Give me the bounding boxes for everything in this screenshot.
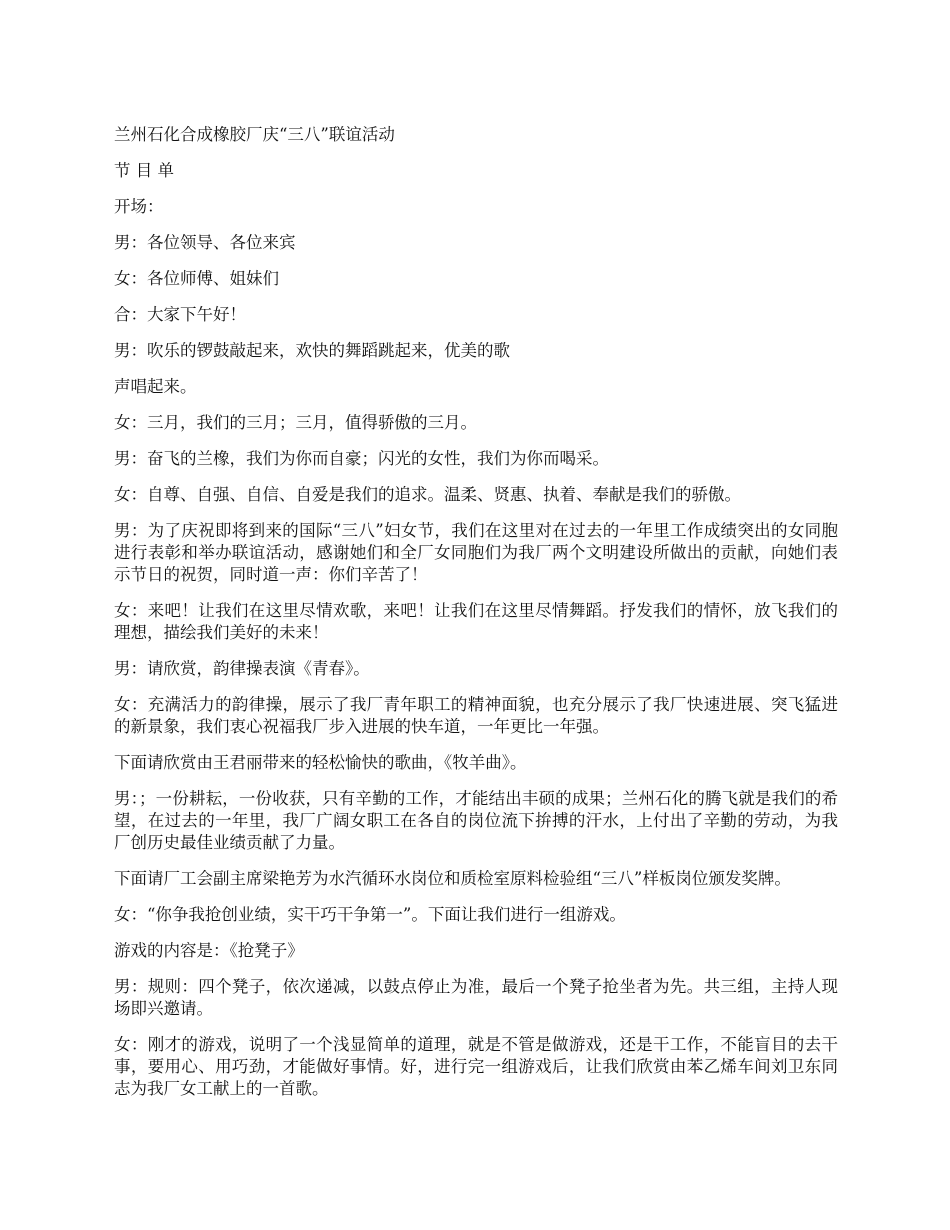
paragraph: 男：请欣赏，韵律操表演《青春》。 <box>114 659 370 678</box>
paragraph: 合：大家下午好！ <box>114 305 246 324</box>
paragraph: 女：三月，我们的三月；三月，值得骄傲的三月。 <box>114 413 477 432</box>
paragraph: 女：充满活力的韵律操，展示了我厂青年职工的精神面貌，也充分展示了我厂快速进展、突飞猛进的新景象，我们衷心祝福我厂步入进展的快车道，一年更比一年强。 <box>114 695 838 736</box>
paragraph: 男：；一份耕耘，一份收获，只有辛勤的工作，才能结出丰硕的成果；兰州石化的腾飞就是我们的希望，在过去的一年里，我厂广阔女职工在各自的岗位流下拚搏的汗水，上付出了辛勤的劳动，为我厂创历史最佳业绩贡献了力量。 <box>114 789 838 852</box>
paragraph: 男：规则：四个凳子，依次递减，以鼓点停止为准，最后一个凳子抢坐者为先。共三组，主持人现场即兴邀请。 <box>114 977 838 1018</box>
paragraph: 女：来吧！让我们在这里尽情欢歌，来吧！让我们在这里尽情舞蹈。抒发我们的情怀，放飞我们的理想，描绘我们美好的未来！ <box>114 601 838 642</box>
paragraph: 女：各位师傅、姐妹们 <box>114 269 279 288</box>
paragraph: 男：各位领导、各位来宾 <box>114 233 296 252</box>
document-page <box>114 124 838 1114</box>
paragraph: 女：“你争我抢创业绩，实干巧干争第一”。下面让我们进行一组游戏。 <box>114 905 626 924</box>
paragraph: 下面请欣赏由王君丽带来的轻松愉快的歌曲，《牧羊曲》。 <box>114 753 527 772</box>
paragraph: 男：奋飞的兰橡，我们为你而自豪；闪光的女性，我们为你而喝采。 <box>114 449 609 468</box>
paragraph: 男：吹乐的锣鼓敲起来，欢快的舞蹈跳起来，优美的歌 <box>114 341 510 360</box>
paragraph: 游戏的内容是：《抢凳子》 <box>114 941 304 960</box>
paragraph: 女：自尊、自强、自信、自爱是我们的追求。温柔、贤惠、执着、奉献是我们的骄傲。 <box>114 485 741 504</box>
paragraph: 声唱起来。 <box>114 377 197 396</box>
paragraph: 下面请厂工会副主席梁艳芳为水汽循环水岗位和质检室原料检验组“三八”样板岗位颁发奖牌。 <box>114 869 791 888</box>
paragraph: 开场： <box>114 197 164 216</box>
paragraph: 节 目 单 <box>114 161 174 180</box>
paragraph: 女：刚才的游戏，说明了一个浅显简单的道理，就是不管是做游戏，还是干工作，不能盲目的去干事，要用心、用巧劲，才能做好事情。好，进行完一组游戏后，让我们欣赏由苯乙烯车间刘卫东同志为我厂女工献上的一首歌。 <box>114 1035 838 1098</box>
paragraph: 男：为了庆祝即将到来的国际“三八”妇女节，我们在这里对在过去的一年里工作成绩突出的女同胞进行表彰和举办联谊活动，感谢她们和全厂女同胞们为我厂两个文明建设所做出的贡献，向她们表示节日的祝贺，同时道一声：你们辛苦了！ <box>114 521 838 584</box>
document-title: 兰州石化合成橡胶厂庆“三八”联谊活动 <box>114 125 395 144</box>
